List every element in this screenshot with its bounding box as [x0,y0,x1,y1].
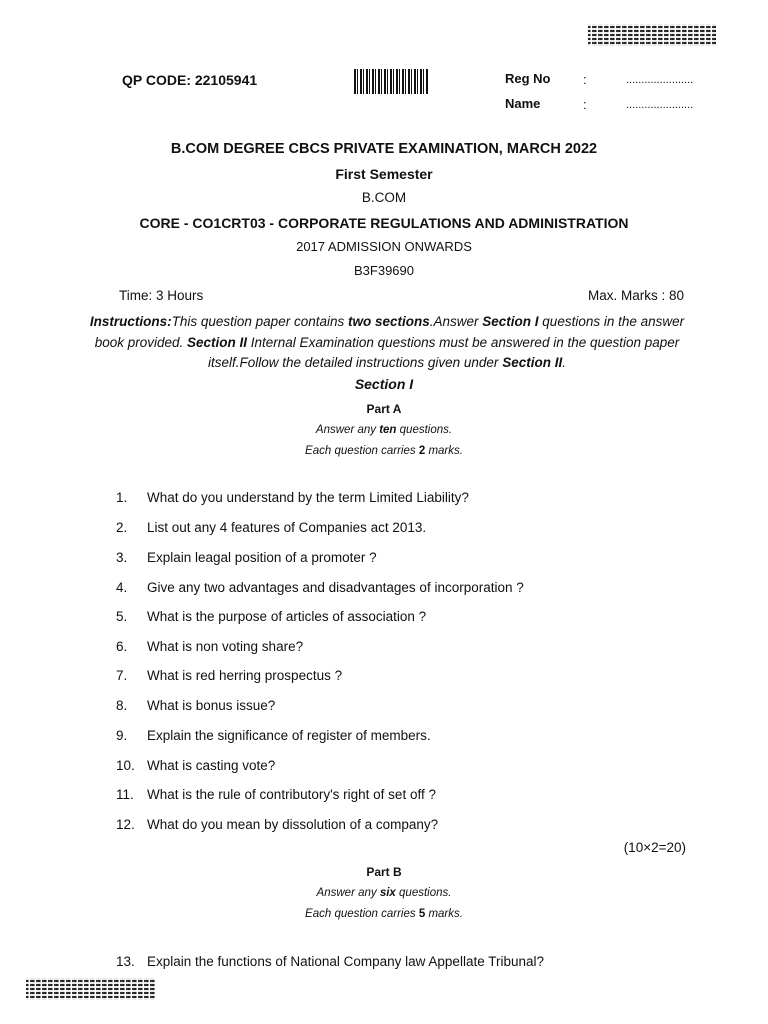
instructions-text: Internal Examination questions must be answered in the question paper itself.Follow the detailed instructions given under [208,334,680,370]
part-b-title: Part B [366,865,402,879]
question-number: 1. [116,490,128,505]
semester-title: First Semester [335,166,433,182]
note-text: questions. [396,424,453,436]
question-text: What is the rule of contributory's right of set off ? [147,787,436,802]
note-marks: 2 [418,445,426,457]
question-text: Explain the significance of register of members. [147,728,431,743]
question-number: 9. [116,728,128,743]
question-number: 3. [116,550,128,565]
question [116,954,544,969]
course-title: CORE - CO1CRT03 - CORPORATE REGULATIONS AND ADMINISTRATION [139,215,629,231]
instructions-lead: Instructions: [89,314,172,329]
header-barcode [354,69,428,94]
question-number: 10. [116,758,135,773]
question [116,817,438,832]
instructions-bold: Section II [187,334,248,350]
question [116,580,524,595]
question-number: 4. [116,580,128,595]
question-text: What is red herring prospectus ? [147,668,343,683]
instructions-text: This question paper contains [171,314,348,329]
note-text: questions. [395,887,452,899]
question [116,728,431,743]
instructions-text: . [562,355,566,370]
qp-code: QP CODE: 22105941 [122,72,258,88]
question-text: What is bonus issue? [147,698,276,713]
note-text: marks. [425,908,463,920]
note-text: Answer any [315,424,380,436]
note-marks: 5 [418,908,426,920]
note-count: ten [379,424,397,436]
instructions-text: questions in the answer book provided. [94,314,685,350]
exam-title: B.COM DEGREE CBCS PRIVATE EXAMINATION, MARCH 2022 [170,141,598,157]
instructions-bold: Section II [502,355,563,370]
question [116,609,426,624]
reg-no-field[interactable]: ...................... [626,74,694,86]
section-title: Section I [354,376,414,392]
note-text: Each question carries [305,908,419,920]
question [116,698,275,713]
name-label: Name [505,96,541,111]
question-number: 7. [116,668,128,683]
part-b-marks-note [0,908,768,920]
exam-time: Time: 3 Hours [119,288,204,303]
reg-no-label: Reg No [505,71,551,86]
question [116,668,342,683]
question-text: What is non voting share? [147,639,304,654]
question-text: What is the purpose of articles of association ? [147,609,427,624]
paper-code: B3F39690 [354,263,414,278]
max-marks: Max. Marks : 80 [587,288,684,303]
name-colon: : [583,97,587,112]
name-field[interactable]: ...................... [626,99,694,111]
question-number: 5. [116,609,128,624]
question-number: 13. [116,954,135,969]
program-title: B.COM [361,190,407,205]
instructions [82,312,692,374]
question-text: What do you mean by dissolution of a company? [147,817,439,832]
question-number: 2. [116,520,128,535]
question-number: 8. [116,698,128,713]
part-a-title: Part A [366,402,402,416]
note-count: six [379,887,396,899]
part-b-answer-note [0,887,768,899]
top-right-barcode [588,24,716,46]
admission-title: 2017 ADMISSION ONWARDS [296,239,472,254]
question-text: What is casting vote? [147,758,276,773]
question [116,758,275,773]
question-text: Give any two advantages and disadvantages of incorporation ? [147,580,524,595]
question-number: 11. [116,787,134,802]
question-text: Explain leagal position of a promoter ? [147,550,377,565]
note-text: marks. [425,445,463,457]
question [116,550,377,565]
question-text: List out any 4 features of Companies act 2013. [147,520,427,535]
question [116,520,426,535]
question-text: What do you understand by the term Limited Liability? [147,490,469,505]
question [116,490,469,505]
part-a-marks-note [0,445,768,457]
question-number: 12. [116,817,135,832]
instructions-text: .Answer [429,314,483,329]
bottom-left-barcode [26,978,156,1000]
reg-no-colon: : [583,72,587,87]
part-a-answer-note [0,424,768,436]
question [116,639,303,654]
instructions-bold: Section I [482,314,539,329]
note-text: Answer any [316,887,380,899]
question-number: 6. [116,639,128,654]
instructions-bold: two sections [347,314,430,329]
part-a-score: (10×2=20) [623,840,686,855]
question [116,787,436,802]
question-text: Explain the functions of National Company law Appellate Tribunal? [147,954,544,969]
note-text: Each question carries [305,445,419,457]
